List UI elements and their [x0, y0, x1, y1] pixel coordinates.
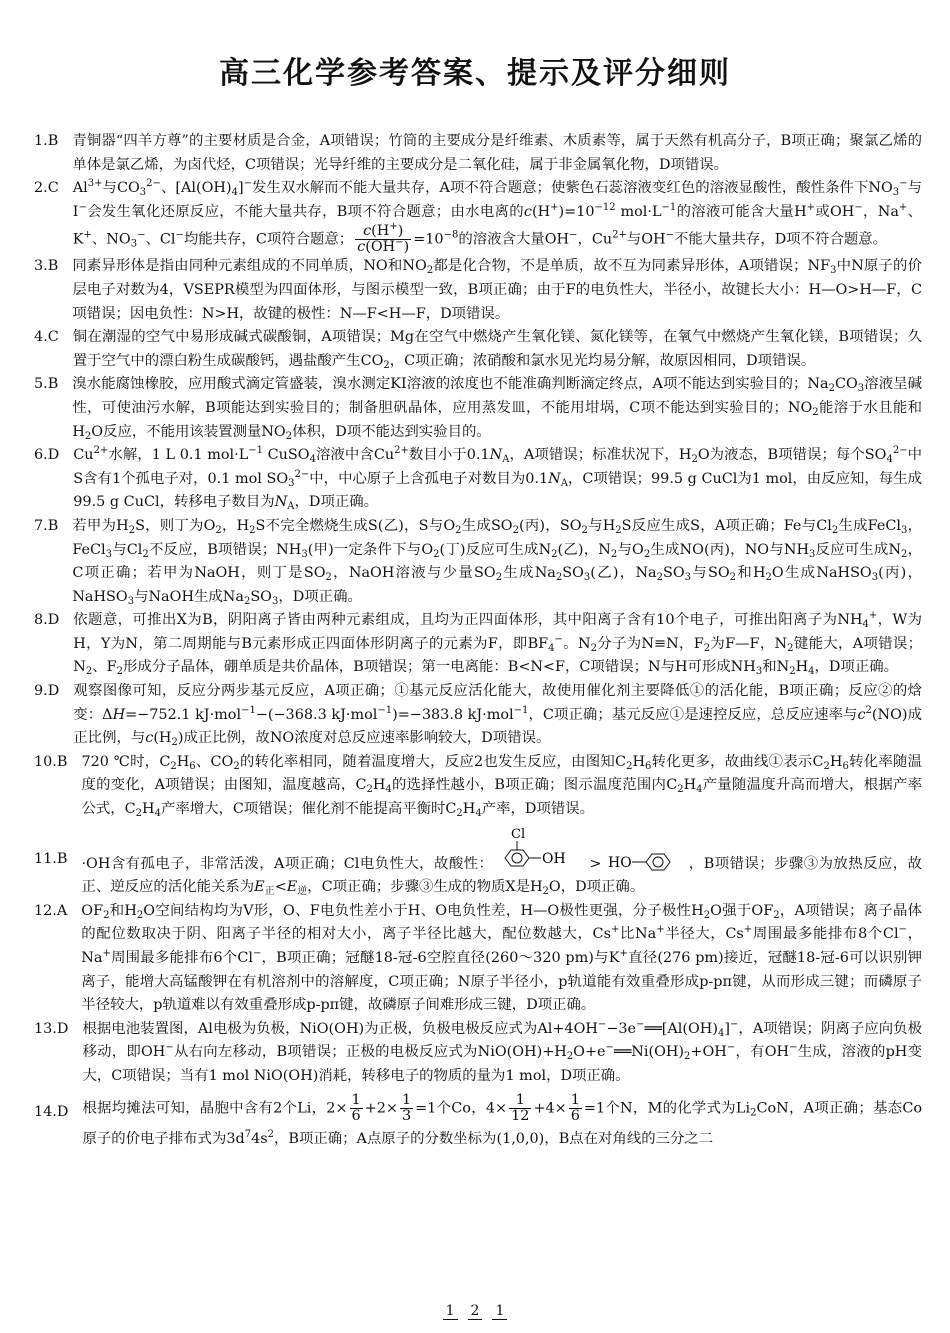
chlorophenol-structure — [493, 826, 589, 874]
item-explanation: 铜在潮湿的空气中易形成碱式碳酸铜，A项错误；Mg在空气中燃烧产生氧化镁、氮化镁等，在氧气中燃烧产生氧化镁，B项错误；久置于空气中的漂白粉生成碳酸钙，遇盐酸产生$CO_2$，C项正确；浓硝酸和氯水见光均易分解，故原因相同，D项错误。 — [72, 329, 922, 371]
answer-item-3 — [34, 255, 922, 326]
svg-text:Cl: Cl — [511, 826, 526, 842]
item-number: 12. — [34, 902, 57, 919]
item-answer: A — [56, 902, 68, 919]
svg-text:OH: OH — [542, 850, 567, 867]
answer-item-4 — [34, 326, 922, 373]
item-explanation: ·OH含有孤电子，非常活泼，A项正确；Cl电负性大，故酸性： Cl OH > HO ，B项错误；步骤③为放热反应，故正、逆反应的活化能关系为$E_正<E_逆$，C项正确；步骤③生成的物质X是$H_2O$，D项正确。 — [81, 826, 922, 898]
footer-mark-1: 1 — [443, 1303, 458, 1320]
item-explanation: $Cu^{2+}$水解，1 L 0.1 $mol\cdot L^{-1}$ CuSO$_4$溶液中含$Cu^{2+}$数目小于$0.1N_A$，A项错误；标准状况下，$H_2O$为液态，B项错误；每个$SO_4^{2-}$中S含有1个孤电子对，0.1 mol $SO_3^{2-}$中，中心原子上含孤电子对数目为$0.1N_A$，C项错误；99.5 g CuCl为1 mol，由反应知，每生成99.5 g CuCl，转移电子数目为$N_A$，D项正确。 — [73, 445, 923, 513]
item-number: 6. — [34, 447, 48, 464]
item-number: 8. — [34, 612, 48, 629]
svg-text:HO: HO — [608, 854, 633, 871]
page-title: 高三化学参考答案、提示及评分细则 — [219, 56, 731, 91]
item-explanation: 青铜器“四羊方尊”的主要材质是合金，A项错误；竹筒的主要成分是纤维素、木质素等，属于天然有机高分子，B项正确；聚氯乙烯的单体是氯乙烯，为卤代烃，C项错误；光导纤维的主要成分是二氧化硅，属于非金属氧化物，D项错误。 — [72, 133, 922, 173]
item-answer: B — [56, 850, 68, 867]
item-explanation: 若甲为$H_2S$，则丁为$O_2$，$H_2S$不完全燃烧生成S(乙)，S与$O_2$生成$SO_2$(丙)，$SO_2$与$H_2S$反应生成S，A项正确；Fe与$Cl_2$生成FeCl$_3$，FeCl$_3$与$Cl_2$不反应，B项错误；$NH_3$(甲)一定条件下与$O_2$(丁)反应可生成$N_2$(乙)，$N_2$与$O_2$生成NO(丙)，NO与$NH_3$反应可生成$N_2$，C项正确；若甲为NaOH，则丁是$SO_2$，NaOH溶液与少量$SO_2$生成$Na_2SO_3$(乙)，$Na_2SO_3$与$SO_2$和$H_2O$生成NaHSO$_3$(丙)，NaHSO$_3$与NaOH生成$Na_2SO_3$，D项正确。 — [72, 517, 922, 607]
item-number: 11. — [34, 850, 57, 867]
answer-item-11 — [34, 824, 922, 900]
item-number: 5. — [34, 376, 48, 393]
item-number: 2. — [34, 180, 48, 197]
answer-item-6 — [34, 444, 922, 515]
item-number: 3. — [34, 258, 48, 275]
item-answer: D — [47, 612, 60, 629]
item-answer: B — [47, 133, 59, 149]
item-number: 14. — [34, 1103, 57, 1120]
item-answer: B — [47, 376, 59, 393]
item-explanation: 同素异形体是指由同种元素组成的不同单质，NO和$NO_2$都是化合物，不是单质，故不互为同素异形体，A项错误；$NF_3$中N原子的价层电子对数为4，VSEPR模型为四面体形，与图示模型一致，B项正确；由于F的电负性大，半径小，故键长大小：H—O>H—F，C项错误；因电负性：N>H，故键的极性：N—F<H—F，D项错误。 — [72, 258, 922, 322]
item-explanation: $Al^{3+}$与$CO_3^{2-}$、$[Al(OH)_4]^-$发生双水解而不能大量共存，A项不符合题意；使紫色石蕊溶液变红色的溶液显酸性，酸性条件下$NO_3^-$与I−会发生氧化还原反应，不能大量共存，B项不符合题意；由水电离的$c(H^+)=10^{-12}$ $mol\cdot L^{-1}$的溶液可能含大量H+或OH−，Na+、K+、$NO_3^-$、Cl−均能共存，C项符合题意； $\frac{c(H^+)}{c(OH^-)}$ $=10^{-8}$的溶液含大量OH−，$Cu^{2+}$与OH−不能大量共存，D项不符合题意。 — [72, 178, 922, 256]
item-number: 4. — [34, 329, 48, 346]
item-number: 10. — [34, 753, 57, 770]
item-number: 7. — [34, 517, 48, 534]
answer-list — [34, 130, 922, 1154]
item-explanation: $OF_2$和$H_2O$空间结构均为V形，O、F电负性差小于H、O电负性差，H—O极性更强，分子极性$H_2O$强于$OF_2$，A项错误；离子晶体的配位数取决于阴、阳离子半径的相对大小，离子半径比越大，配位数越大，Cs+比Na+半径大，Cs+周围最多能排布8个Cl−，Na+周围最多能排布6个Cl−，B项正确；冠醚18-冠-6空腔直径(260～320 pm)与K+直径(276 pm)接近，冠醚18-冠-6可以识别钾离子，能增大高锰酸钾在有机溶剂中的溶解度，C项正确；N原子半径小，p轨道能有效重叠形成p-pπ键，从而形成三键；而磷原子半径较大，p轨道难以有效重叠形成p-pπ键，故磷原子间难形成三键，D项正确。 — [81, 902, 922, 1014]
item-answer: B — [47, 258, 59, 275]
item-answer: D — [47, 447, 60, 464]
answer-item-12 — [34, 900, 922, 1018]
item-answer: D — [56, 1020, 69, 1037]
item-answer: B — [47, 517, 59, 534]
item-answer: B — [56, 753, 68, 770]
item-number: 13. — [34, 1020, 57, 1037]
answer-item-10 — [34, 751, 922, 822]
answer-item-2 — [34, 177, 922, 255]
answer-item-9 — [34, 680, 922, 751]
answer-item-1 — [34, 130, 922, 177]
item-explanation: 观察图像可知，反应分两步基元反应，A项正确；①基元反应活化能大，故使用催化剂主要降低①的活化能，B项正确；反应②的焓变：ΔH=−752.1 kJ·mol$^{-1}$−(−368.3 kJ·mol$^{-1}$)=−383.8 kJ·mol$^{-1}$，C项正确；基元反应①是速控反应，总反应速率与$c^2(NO)$成正比例，与$c(H_2)$成正比例，故NO浓度对总反应速率影响较大，D项错误。 — [73, 683, 922, 749]
item-answer: C — [47, 180, 59, 197]
item-explanation: 根据电池装置图，Al电极为负极，NiO(OH)为正极，负极电极反应式为$Al+4OH^--3e^-══[Al(OH)_4]^-$，A项错误；阴离子应向负极移动，即OH−从右向左移动，B项错误；正极的电极反应式为$NiO(OH)+H_2O+e^-══Ni(OH)_2+OH^-$，有OH−生成，溶液的pH变大，C项错误；当有1 mol NiO(OH)消耗，转移电子的物质的量为1 mol，D项正确。 — [82, 1018, 922, 1084]
item-explanation: 根据均摊法可知，晶胞中含有2个Li，2× $\frac{1}{6}$ +2× $\frac{1}{3}$ =1个Co，4× $\frac{1}{12}$ +4× $\frac{1}{6}$ =1个N，M的化学式为$Li_2CoN$，A项正确；基态Co原子的价电子排布式为$3d^74s^2$，B项正确；A点原子的分数坐标为(1,0,0)，B点在对角线的三分之二 — [82, 1091, 923, 1147]
page-footer — [0, 1303, 950, 1320]
answer-item-8 — [34, 609, 922, 680]
item-answer: D — [47, 683, 60, 700]
item-answer: C — [47, 329, 59, 346]
answer-item-13 — [34, 1018, 922, 1089]
footer-mark-3: 1 — [492, 1303, 507, 1320]
item-answer: D — [56, 1103, 69, 1120]
item-explanation: 依题意，可推出X为B，阴阳离子皆由两种元素组成，且均为正四面体形，其中阳离子含有10个电子，可推出阳离子为$NH_4^+$，W为H，Y为N，第二周期能与B元素形成正四面体形阴离子的元素为F，即$BF_4^-$。$N_2$分子为N≡N，$F_2$为F—F，$N_2$键能大，A项错误；$N_2$、$F_2$形成分子晶体，硼单质是共价晶体，B项错误；第一电离能：B<N<F，C项错误；N与H可形成$NH_3$和$N_2H_4$，D项正确。 — [73, 610, 923, 678]
item-number: 1. — [34, 133, 48, 149]
footer-mark-2: 2 — [468, 1303, 483, 1320]
answer-item-7 — [34, 515, 922, 609]
answer-item-5 — [34, 373, 922, 444]
phenol-structure — [606, 850, 688, 874]
item-explanation: 溴水能腐蚀橡胶，应用酸式滴定管盛装，溴水测定KI溶液的浓度也不能准确判断滴定终点，A项不能达到实验目的；$Na_2CO_3$溶液呈碱性，可使油污水解，B项能达到实验目的；制备胆矾晶体，应用蒸发皿，不能用坩埚，C项不能达到实验目的；$NO_2$能溶于水且能和$H_2O$反应，不能用该装置测量$NO_2$体积，D项不能达到实验目的。 — [72, 376, 922, 442]
answer-item-14 — [34, 1093, 922, 1154]
item-number: 9. — [34, 683, 48, 700]
item-explanation: 720 ℃时，$C_2H_6$、$CO_2$的转化率相同，随着温度增大，反应2也发生反应，由图知$C_2H_6$转化更多，故曲线①表示$C_2H_6$转化率随温度的变化，A项错误；由图知，温度越高，$C_2H_4$的选择性越小，B项正确；图示温度范围内$C_2H_4$产量随温度升高而增大，根据产率公式，$C_2H_4$产率增大，C项错误；催化剂不能提高平衡时$C_2H_4$产率，D项错误。 — [81, 753, 922, 820]
